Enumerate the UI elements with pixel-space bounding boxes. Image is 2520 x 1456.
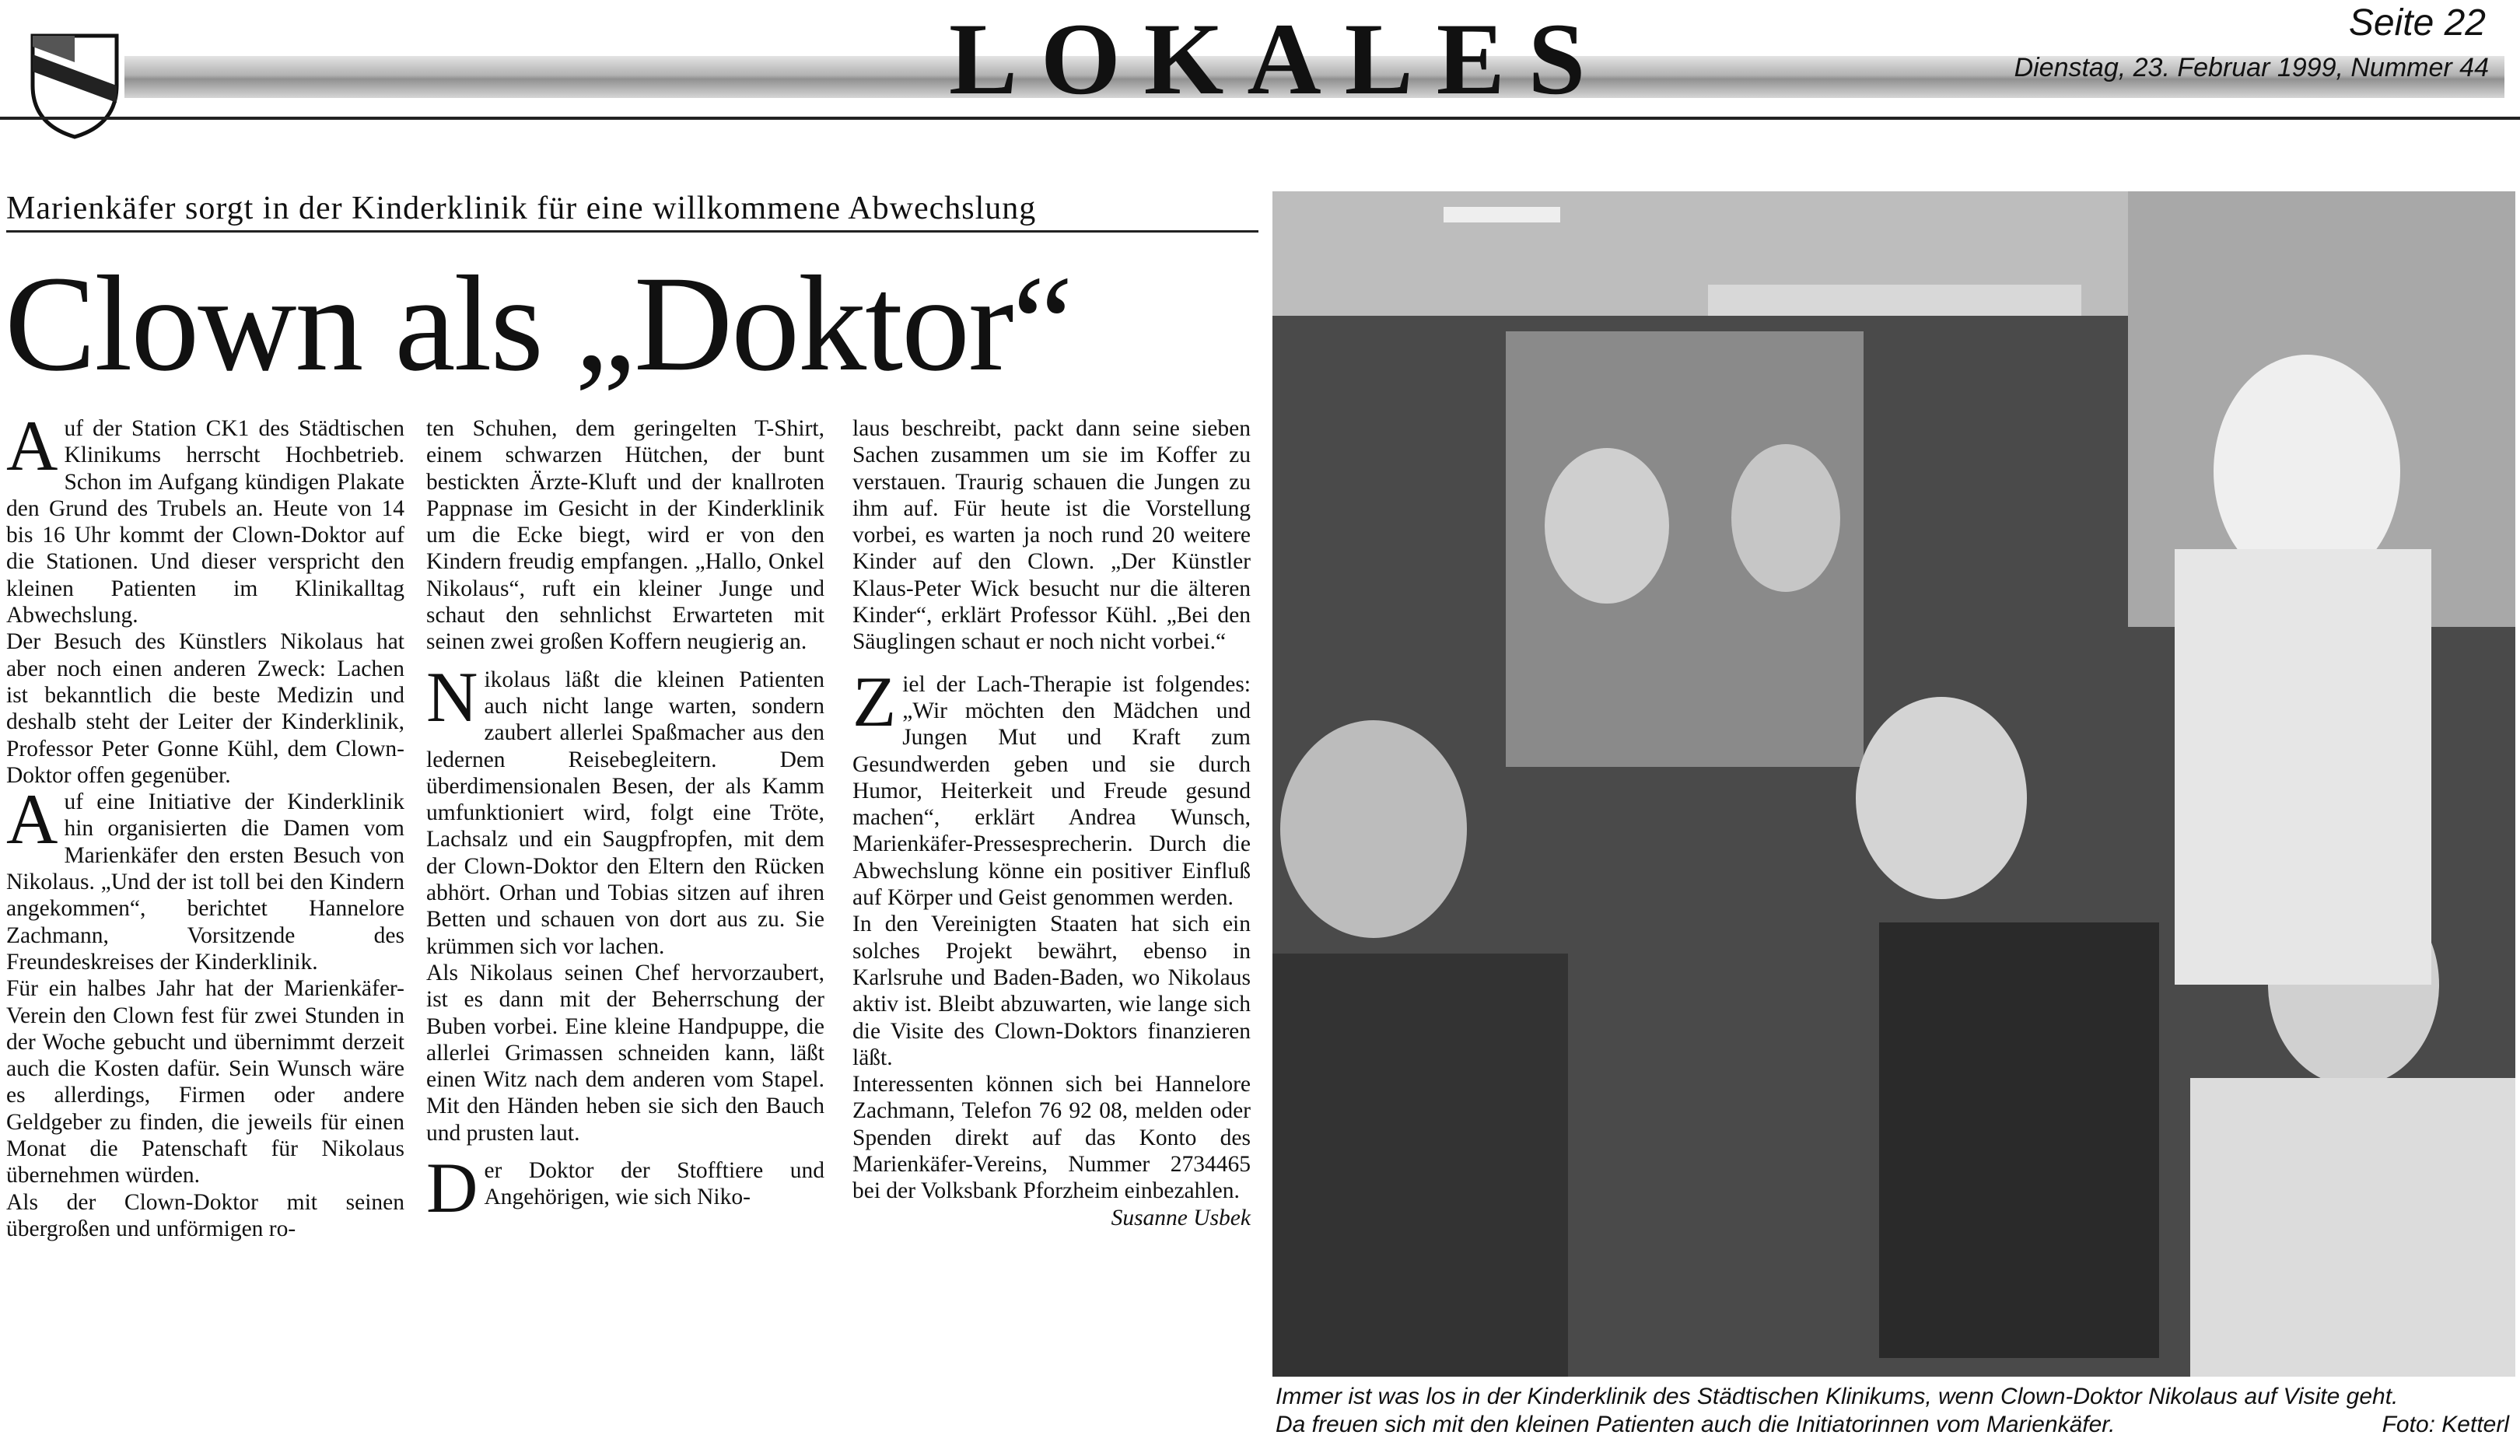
article-column-1	[6, 406, 404, 1242]
caption-line-1: Immer ist was los in der Kinderklinik des Städtischen Klinikums, wenn Clown-Doktor Nikolaus auf Visite geht.	[1276, 1384, 2399, 1409]
paragraph: ten Schuhen, dem geringelten T-Shirt, einem schwarzen Hütchen, der bunt bestickten Ärzte-Kluft und der knallroten Pappnase im Gesicht in der Kinderklinik um die Ecke biegt, wird er von den Kindern freudig empfangen. „Hallo, Onkel Nikolaus“, ruft ein kleiner Junge und schaut den sehnlichst Erwarteten mit seinen zwei großen Koffern neugierig an.	[426, 416, 824, 655]
issue-date: Dienstag, 23. Februar 1999, Nummer 44	[2014, 53, 2489, 82]
paragraph: Auf eine Initiative der Kinderklinik hin organisierten die Damen vom Marienkäfer den ersten Besuch von Nikolaus. „Und der ist toll bei den Kindern angekommen“, berichtet Hannelore Zachmann, Vorsitzende des Freundeskreises der Kinderklinik.	[6, 779, 404, 975]
photo-credit: Foto: Ketterl	[2382, 1412, 2509, 1437]
photo-illustration	[1272, 191, 2515, 1377]
paragraph: In den Vereinigten Staaten hat sich ein solches Projekt bewährt, ebenso in Karlsruhe und Baden-Baden, wo Nikolaus aktiv ist. Bleibt abzuwarten, wie lange sich die Visite des Clown-Doktors finanzieren läßt.	[852, 912, 1251, 1070]
drop-cap: D	[426, 1148, 478, 1228]
paragraph: laus beschreibt, packt dann seine sieben Sachen zusammen um sie im Koffer zu verstauen. Traurig schauen die Jungen zu ihm auf. Für heute ist die Vorstellung vorbei, es warten ja noch rund 20 weitere Kinder auf den Clown. „Der Künstler Klaus-Peter Wick besucht nur die älteren Kinder“, erklärt Professor Kühl. „Bei den Säuglingen schaut er noch nicht vorbei.“	[852, 416, 1251, 655]
paragraph: Der Besuch des Künstlers Nikolaus hat aber noch einen anderen Zweck: Lachen ist bekanntlich die beste Medizin und deshalb steht der Leiter der Kinderklinik, Professor Peter Gonne Kühl, dem Clown-Doktor offen gegenüber.	[6, 629, 404, 788]
kicker-divider	[6, 230, 1258, 233]
paragraph: Auf der Station CK1 des Städtischen Klinikums herrscht Hochbetrieb. Schon im Aufgang kündigen Plakate den Grund des Trubels an. Heute von 14 bis 16 Uhr kommt der Clown-Doktor auf die Stationen. Und dieser verspricht den kleinen Patienten im Klinikalltag Abwechslung.	[6, 406, 404, 628]
drop-cap: A	[6, 779, 58, 859]
author-byline: Susanne Usbek	[1111, 1205, 1251, 1230]
paragraph: Als der Clown-Doktor mit seinen übergroßen und unförmigen ro-	[6, 1189, 404, 1241]
paragraph: Ziel der Lach-Therapie ist folgendes: „Wir möchten den Mädchen und Jungen Mut und Kraft zum Gesundwerden geben und sie durch Humor, Heiterkeit und Freude gesund machen“, erklärt Andrea Wunsch, Marienkäfer-Pressesprecherin. Durch die Abwechslung könne ein positiver Einfluß auf Körper und Geist genommen werden.	[852, 661, 1251, 911]
article-kicker: Marienkäfer sorgt in der Kinderklinik für eine willkommene Abwechslung	[6, 191, 1037, 226]
page-number: Seite 22	[2348, 2, 2486, 44]
section-title: LOKALES	[949, 2, 1609, 116]
article-column-3	[852, 415, 1251, 1231]
caption-line-2: Da freuen sich mit den kleinen Patienten auch die Initiatorinnen vom Marienkäfer.	[1276, 1412, 2116, 1437]
drop-cap: Z	[852, 661, 897, 741]
city-crest-logo	[28, 31, 121, 140]
paragraph: Nikolaus läßt die kleinen Patienten auch nicht lange warten, sondern zaubert allerlei Spaßmacher aus den ledernen Reisebegleitern. Dem überdimensionalen Besen, der als Kamm umfunktioniert wird, folgt eine Tröte, Lachsalz und ein Saugpfropfen, mit dem der Clown-Doktor den Eltern den Rücken abhört. Orhan und Tobias sitzen auf ihren Betten und schauen von dort aus zu. Sie krümmen sich vor lachen.	[426, 656, 824, 959]
article-photo	[1272, 191, 2515, 1377]
paragraph: Für ein halbes Jahr hat der Marienkäfer-Verein den Clown fest für zwei Stunden in der Woche gebucht und übernimmt derzeit auch die Kosten dafür. Sein Wunsch wäre es allerdings, Firmen oder andere Geldgeber zu finden, die jeweils für einen Monat die Patenschaft für Nikolaus übernehmen würden.	[6, 976, 404, 1188]
drop-cap: A	[6, 406, 58, 485]
photo-caption	[1276, 1383, 2512, 1439]
paragraph: Der Doktor der Stofftiere und Angehörigen, wie sich Niko-	[426, 1148, 824, 1228]
paragraph: Interessenten können sich bei Hannelore Zachmann, Telefon 76 92 08, melden oder Spenden direkt auf das Konto des Marienkäfer-Vereins, Nummer 2734465 bei der Volksbank Pforzheim einbezahlen.	[852, 1072, 1251, 1204]
drop-cap: N	[426, 656, 478, 737]
article-headline: Clown als „Doktor“	[5, 248, 1072, 400]
header-divider	[0, 117, 2520, 120]
article-column-2	[426, 415, 824, 1228]
paragraph: Als Nikolaus seinen Chef hervorzaubert, ist es dann mit der Beherrschung der Buben vorbei. Eine kleine Handpuppe, die allerlei Grimassen schneiden kann, läßt einen Witz nach dem anderen vom Stapel. Mit den Händen heben sie sich den Bauch und prusten laut.	[426, 960, 824, 1146]
